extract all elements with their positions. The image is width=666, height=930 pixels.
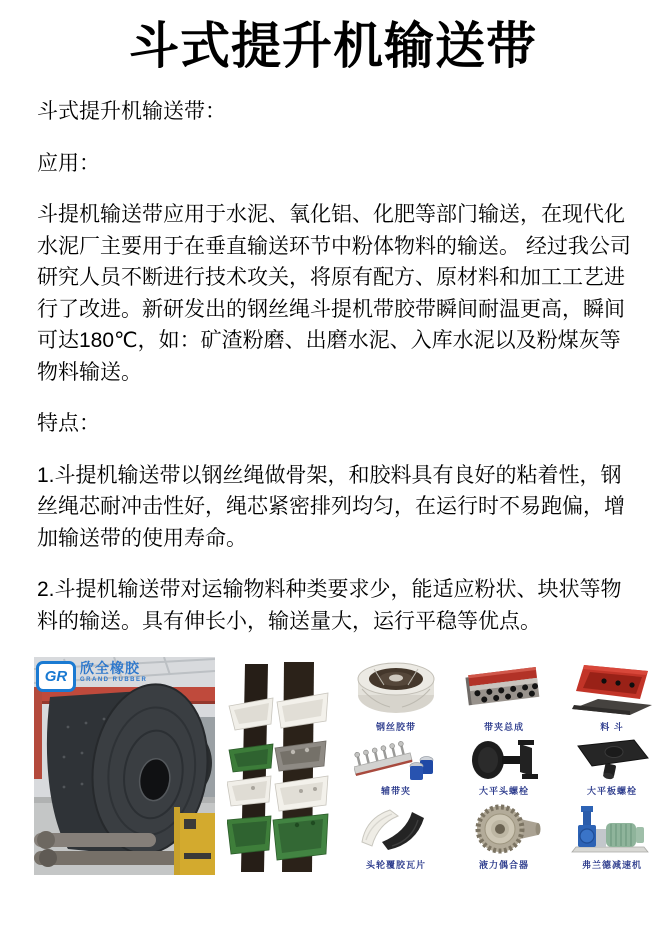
product-card: [450, 654, 558, 734]
product-gallery: [0, 652, 666, 878]
product-card: [558, 654, 666, 734]
product-card: [558, 734, 666, 798]
product-image-steel-cord-belt: [342, 654, 450, 721]
features-heading: 特点：: [37, 412, 100, 435]
application-paragraph: 斗提机输送带应用于水泥、氧化铝、化肥等部门输送，在现代化水泥厂主要用于在垂直输送环节中粉体物料的输送。 经过我公司研究人员不断进行技术攻关，将原有配方、原材料和加工工艺进行了改进。新研发出的钢丝绳斗提机带胶带瞬间耐温更高，瞬间可达180℃，如：矿渣粉磨、出磨水泥、入库水泥以及粉煤灰等物料输送。: [37, 203, 631, 384]
product-caption: 料 斗: [600, 722, 624, 732]
feature-item-1: 1.斗提机输送带以钢丝绳做骨架，和胶料具有良好的粘着性，钢丝绳芯耐冲击性好，绳芯紧密排列均匀，在运行时不易跑偏，增加输送带的使用寿命。: [37, 463, 625, 550]
product-card: [342, 654, 450, 734]
product-card: [558, 798, 666, 872]
body-text: [37, 96, 631, 657]
product-image-flat-plate-bolt: [558, 734, 666, 785]
product-caption: 辅带夹: [380, 786, 411, 796]
company-logo: [36, 661, 147, 692]
product-caption: 头轮覆胶瓦片: [365, 860, 426, 870]
product-image-flender-reducer: [558, 798, 666, 859]
product-card: [342, 798, 450, 872]
product-image-aux-belt-clamp: [342, 734, 450, 785]
product-card: [342, 734, 450, 798]
application-heading: 应用：: [37, 151, 100, 175]
bucket-board-photo: [227, 658, 334, 874]
product-image-head-wheel-rubber-tiles: [342, 798, 450, 859]
product-image-hydraulic-coupling: [450, 798, 558, 859]
product-caption: 弗兰德减速机: [581, 860, 642, 870]
product-grid: [342, 654, 666, 872]
factory-belt-roll-photo: [34, 657, 215, 875]
intro-line: 斗式提升机输送带：: [37, 100, 226, 123]
product-caption: 液力偶合器: [478, 860, 529, 870]
logo-company-name-cn: 欣全橡胶: [80, 660, 140, 676]
product-image-belt-clamp-assembly: [450, 654, 558, 721]
product-caption: 钢丝胶带: [375, 722, 416, 732]
product-caption: 带夹总成: [483, 722, 524, 732]
product-card: [450, 734, 558, 798]
feature-item-2: 2.斗提机输送带对运输物料种类要求少，能适应粉状、块状等物料的输送。具有伸长小，输送量大，运行平稳等优点。: [37, 578, 622, 633]
product-caption: 大平头螺栓: [478, 786, 529, 796]
product-card: [450, 798, 558, 872]
product-image-hopper: [558, 654, 666, 721]
bucket-board-illustration: [227, 658, 334, 874]
logo-gr-monogram-icon: GR: [36, 661, 76, 692]
product-image-flat-head-bolt: [450, 734, 558, 785]
product-caption: 大平板螺栓: [586, 786, 637, 796]
page-title: 斗式提升机输送带: [129, 18, 537, 74]
logo-company-name-en: GRAND RUBBER: [80, 677, 148, 683]
